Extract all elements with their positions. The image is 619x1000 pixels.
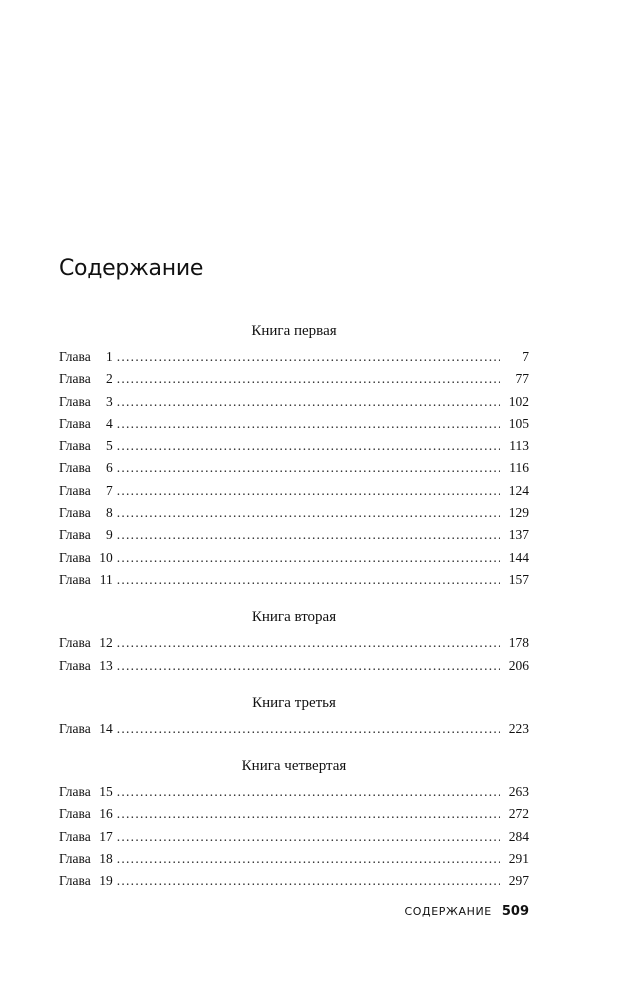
dot-leader <box>117 435 500 457</box>
chapter-number: 18 <box>99 851 113 867</box>
chapter-label: Глава <box>59 549 91 565</box>
toc-entry[interactable] <box>59 391 529 413</box>
chapter-label: Глава <box>59 635 91 651</box>
chapter-number: 16 <box>99 806 113 822</box>
toc-entry[interactable] <box>59 655 529 677</box>
chapter-number: 19 <box>99 873 113 889</box>
toc-entry[interactable] <box>59 569 529 591</box>
toc-entry[interactable] <box>59 435 529 457</box>
page-number: 263 <box>508 784 529 800</box>
page-number: 113 <box>509 438 529 454</box>
chapter-label: Глава <box>59 415 91 431</box>
toc-book-section <box>59 753 529 892</box>
chapter-number: 8 <box>105 505 113 521</box>
toc-entry[interactable] <box>59 848 529 870</box>
chapter-label: Глава <box>59 371 91 387</box>
dot-leader <box>117 480 500 502</box>
chapter-label: Глава <box>59 851 91 867</box>
book-title: Книга вторая <box>251 609 337 626</box>
chapter-number: 11 <box>99 571 113 587</box>
chapter-number: 2 <box>105 371 113 387</box>
dot-leader <box>117 718 500 740</box>
chapter-number: 3 <box>105 393 113 409</box>
page-number: 102 <box>508 393 529 409</box>
running-footer <box>405 904 529 919</box>
dot-leader <box>117 848 500 870</box>
chapter-label: Глава <box>59 657 91 673</box>
toc-entry[interactable] <box>59 547 529 569</box>
toc-entry[interactable] <box>59 480 529 502</box>
toc-entry[interactable] <box>59 413 529 435</box>
page-number: 297 <box>508 873 529 889</box>
chapter-label: Глава <box>59 571 91 587</box>
toc-entry[interactable] <box>59 826 529 848</box>
chapter-number: 14 <box>99 720 113 736</box>
page-number: 272 <box>508 806 529 822</box>
toc-entry[interactable] <box>59 870 529 892</box>
dot-leader <box>117 391 500 413</box>
page-number: 129 <box>508 505 529 521</box>
chapter-number: 9 <box>105 527 113 543</box>
dot-leader <box>117 803 500 825</box>
chapter-number: 17 <box>99 828 113 844</box>
toc-entry[interactable] <box>59 502 529 524</box>
dot-leader <box>117 346 500 368</box>
chapter-number: 5 <box>105 438 113 454</box>
page-number: 178 <box>508 635 529 651</box>
dot-leader <box>117 569 500 591</box>
toc-entry[interactable] <box>59 781 529 803</box>
dot-leader <box>117 655 500 677</box>
dot-leader <box>117 368 500 390</box>
toc-book-section <box>59 318 529 591</box>
toc-book-section <box>59 604 529 677</box>
dot-leader <box>117 870 500 892</box>
chapter-number: 4 <box>105 415 113 431</box>
toc-book-section <box>59 690 529 740</box>
dot-leader <box>117 413 500 435</box>
chapter-number: 12 <box>99 635 113 651</box>
chapter-label: Глава <box>59 527 91 543</box>
chapter-label: Глава <box>59 460 91 476</box>
page-number: 157 <box>508 571 529 587</box>
chapter-label: Глава <box>59 784 91 800</box>
toc-entry[interactable] <box>59 524 529 546</box>
page-number: 116 <box>509 460 529 476</box>
chapter-label: Глава <box>59 873 91 889</box>
page-title: Содержание <box>59 256 204 281</box>
dot-leader <box>117 781 500 803</box>
page-number: 105 <box>508 415 529 431</box>
chapter-label: Глава <box>59 720 91 736</box>
toc-entry[interactable] <box>59 632 529 654</box>
chapter-number: 7 <box>105 482 113 498</box>
footer-page-number: 509 <box>501 904 529 919</box>
table-of-contents <box>59 318 529 893</box>
chapter-label: Глава <box>59 349 91 364</box>
dot-leader <box>117 457 500 479</box>
toc-entry[interactable] <box>59 803 529 825</box>
dot-leader <box>117 826 500 848</box>
book-title: Книга четвертая <box>241 758 347 775</box>
page-number: 284 <box>508 828 529 844</box>
dot-leader <box>117 632 500 654</box>
page-number: 77 <box>515 371 529 387</box>
dot-leader <box>117 524 500 546</box>
chapter-number: 15 <box>99 784 113 800</box>
chapter-label: Глава <box>59 393 91 409</box>
chapter-label: Глава <box>59 482 91 498</box>
toc-entry[interactable] <box>59 368 529 390</box>
page-number: 206 <box>508 657 529 673</box>
page-number: 291 <box>508 851 529 867</box>
dot-leader <box>117 547 500 569</box>
page-number: 124 <box>508 482 529 498</box>
book-title: Книга первая <box>251 323 337 339</box>
toc-entry[interactable] <box>59 718 529 740</box>
chapter-number: 6 <box>105 460 113 476</box>
dot-leader <box>117 502 500 524</box>
page-number: 137 <box>508 527 529 543</box>
book-title: Книга третья <box>252 694 336 711</box>
chapter-number: 1 <box>105 349 113 364</box>
toc-entry[interactable] <box>59 346 529 368</box>
page-number: 223 <box>508 720 529 736</box>
chapter-label: Глава <box>59 505 91 521</box>
footer-section-label: СОДЕРЖАНИЕ <box>404 905 492 918</box>
chapter-label: Глава <box>59 828 91 844</box>
chapter-number: 10 <box>99 549 113 565</box>
page-number: 144 <box>508 549 529 565</box>
chapter-number: 13 <box>99 657 113 673</box>
chapter-label: Глава <box>59 438 91 454</box>
toc-entry[interactable] <box>59 457 529 479</box>
page-number: 7 <box>522 349 529 364</box>
chapter-label: Глава <box>59 806 91 822</box>
